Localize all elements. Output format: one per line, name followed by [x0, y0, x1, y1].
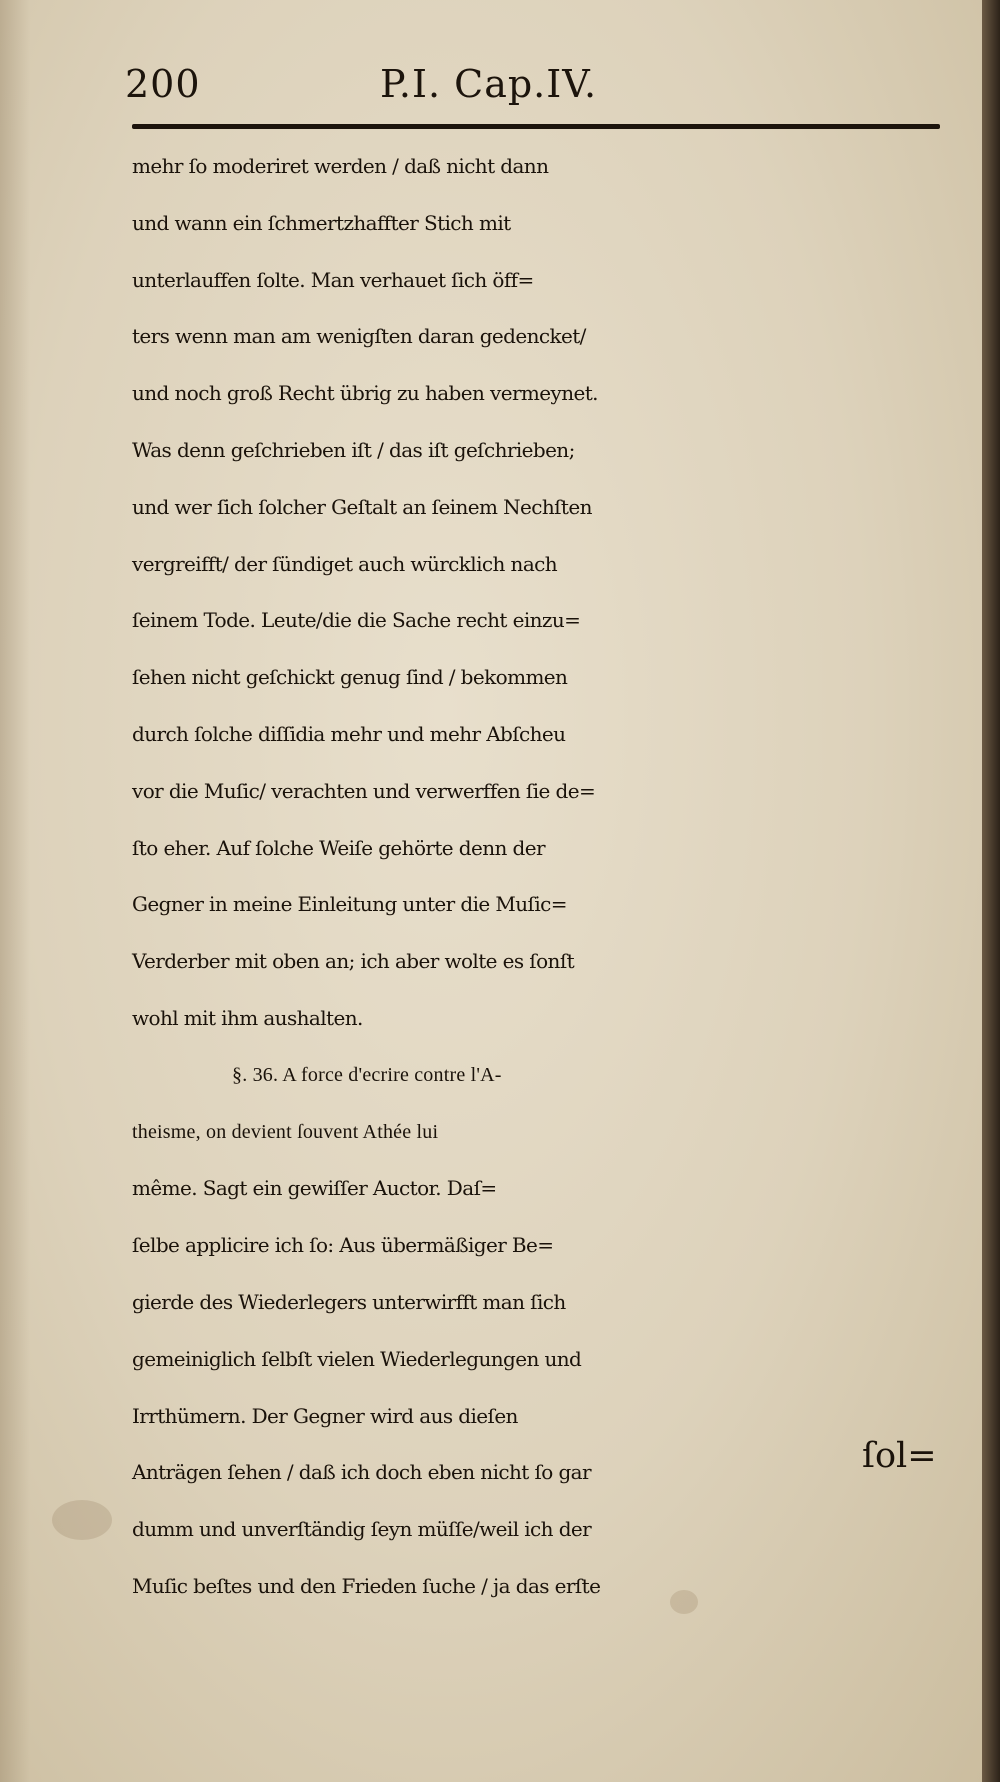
text-line: dumm und unverſtändig ſeyn müſſe/weil ich der — [132, 1517, 592, 1542]
text-line: ſto eher. Auf ſolche Weiſe gehörte denn der — [132, 835, 545, 860]
text-line: même. Sagt ein gewiſſer Auctor. Daſ= — [132, 1176, 497, 1201]
text-line: gierde des Wiederlegers unterwirfft man ſich — [132, 1289, 566, 1314]
text-line: Anträgen ſehen / daß ich doch eben nicht ſo gar — [132, 1460, 591, 1485]
text-line: und wann ein ſchmertzhaffter Stich mit — [132, 210, 511, 235]
text-line: Verderber mit oben an; ich aber wolte es ſonſt — [132, 949, 575, 974]
page-left-shadow — [0, 0, 30, 1782]
text-line: mehr ſo moderiret werden / daß nicht dann — [132, 154, 549, 178]
text-line: ſelbe applicire ich ſo: Aus übermäßiger Be= — [132, 1233, 554, 1258]
text-line: theisme, on devient ſouvent Athée lui — [132, 1120, 439, 1143]
text-line: und noch groß Recht übrig zu haben vermeynet. — [132, 381, 598, 406]
text-line: durch ſolche diſſidia mehr und mehr Abſcheu — [132, 721, 566, 746]
text-line: ſehen nicht geſchickt genug ſind / bekommen — [132, 665, 568, 690]
text-line: ſeinem Tode. Leute/die die Sache recht einzu= — [132, 608, 581, 633]
page-number: 200 — [125, 62, 201, 106]
text-line: Irrthümern. Der Gegner wird aus dieſen — [132, 1403, 518, 1428]
text-line: vergreifft/ der ſündiget auch würcklich nach — [132, 551, 558, 576]
text-line: und wer ſich ſolcher Geſtalt an ſeinem Nechſten — [132, 494, 592, 519]
section-heading-line: §. 36. A force d'ecrire contre l'A- — [232, 1063, 502, 1086]
page-header — [125, 62, 945, 114]
text-line: Gegner in meine Einleitung unter die Muſic= — [132, 892, 567, 917]
body-text — [132, 138, 972, 1615]
running-head: P.I. Cap.IV. — [380, 62, 598, 106]
paper-stain — [52, 1500, 112, 1540]
book-edge — [982, 0, 1000, 1782]
catchword: ſol= — [862, 1436, 937, 1476]
text-line: Muſic beſtes und den Frieden ſuche / ja das erſte — [132, 1573, 601, 1598]
text-line: wohl mit ihm aushalten. — [132, 1005, 363, 1030]
text-line: Was denn geſchrieben iſt / das iſt geſchrieben; — [132, 437, 575, 462]
header-rule — [132, 124, 940, 129]
text-line: unterlauffen ſolte. Man verhauet ſich öff= — [132, 267, 534, 292]
text-line: vor die Muſic/ verachten und verwerffen ſie de= — [132, 778, 596, 803]
text-line: gemeiniglich ſelbſt vielen Wiederlegungen und — [132, 1346, 582, 1371]
text-line: ters wenn man am wenigſten daran gedencket/ — [132, 324, 586, 349]
